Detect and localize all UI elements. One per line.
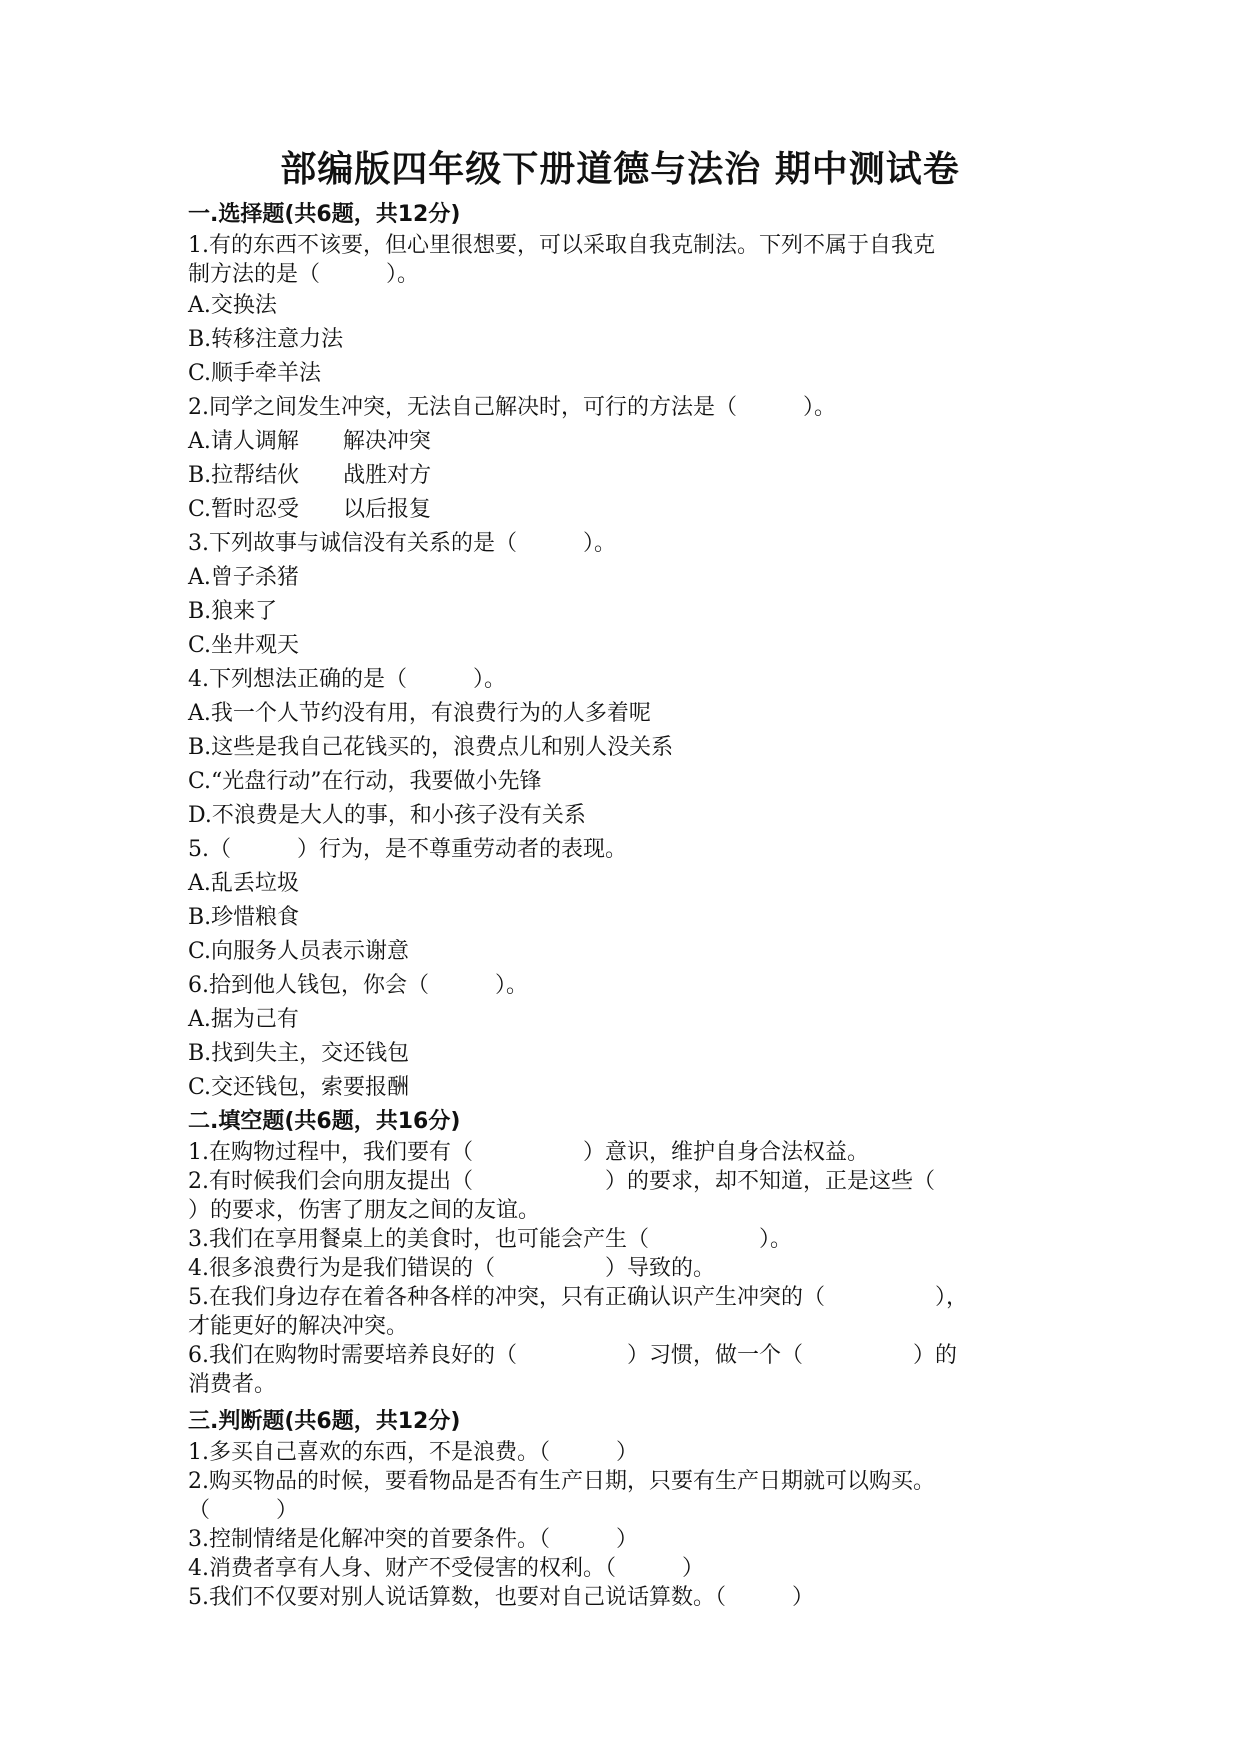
question-line: 1.在购物过程中，我们要有（ ）意识，维护自身合法权益。 — [188, 1140, 869, 1165]
option-line: D.不浪费是大人的事，和小孩子没有关系 — [188, 803, 586, 828]
question-line: 才能更好的解决冲突。 — [188, 1314, 409, 1339]
option-line: C.向服务人员表示谢意 — [188, 939, 410, 964]
section-true-false — [188, 1438, 1068, 1612]
section-heading-true-false: 三.判断题(共6题，共12分) — [188, 1409, 461, 1434]
option-line: C.顺手牵羊法 — [188, 361, 322, 386]
section-heading-fill-in-blank: 二.填空题(共6题，共16分) — [188, 1109, 461, 1134]
question-line: ）的要求，伤害了朋友之间的友谊。 — [188, 1198, 541, 1223]
question-line: 3.下列故事与诚信没有关系的是（ ）。 — [188, 531, 616, 556]
option-line: C.暂时忍受 以后报复 — [188, 497, 432, 522]
question-line: （ ） — [188, 1498, 299, 1523]
option-line: B.狼来了 — [188, 599, 278, 624]
option-line: B.这些是我自己花钱买的，浪费点儿和别人没关系 — [188, 735, 674, 760]
option-line: A.请人调解 解决冲突 — [188, 429, 431, 454]
question-line: 4.消费者享有人身、财产不受侵害的权利。（ ） — [188, 1556, 704, 1581]
question-line: 5.（ ）行为，是不尊重劳动者的表现。 — [188, 837, 627, 862]
option-line: B.珍惜粮食 — [188, 905, 300, 930]
section-heading-multiple-choice: 一.选择题(共6题，共12分) — [188, 202, 461, 227]
question-line: 5.在我们身边存在着各种各样的冲突，只有正确认识产生冲突的（ ）， — [188, 1285, 968, 1310]
page-title: 部编版四年级下册道德与法治 期中测试卷 — [280, 149, 960, 190]
option-line: A.据为己有 — [188, 1007, 299, 1032]
question-line: 3.控制情绪是化解冲突的首要条件。（ ） — [188, 1527, 638, 1552]
option-line: C.“光盘行动”在行动，我要做小先锋 — [188, 769, 542, 794]
question-line: 4.下列想法正确的是（ ）。 — [188, 667, 506, 692]
question-line: 6.拾到他人钱包，你会（ ）。 — [188, 973, 528, 998]
option-line: B.转移注意力法 — [188, 327, 344, 352]
question-line: 1.有的东西不该要，但心里很想要，可以采取自我克制法。下列不属于自我克 — [188, 233, 935, 258]
option-line: B.拉帮结伙 战胜对方 — [188, 463, 432, 488]
question-line: 6.我们在购物时需要培养良好的（ ）习惯，做一个（ ）的 — [188, 1343, 957, 1368]
question-line: 消费者。 — [188, 1372, 277, 1397]
question-line: 2.有时候我们会向朋友提出（ ）的要求，却不知道，正是这些（ — [188, 1169, 935, 1194]
option-line: C.交还钱包，索要报酬 — [188, 1075, 410, 1100]
option-line: B.找到失主，交还钱包 — [188, 1041, 410, 1066]
option-line: A.我一个人节约没有用，有浪费行为的人多着呢 — [188, 701, 651, 726]
section-fill-in-blank — [188, 1138, 1068, 1399]
option-line: A.乱丢垃圾 — [188, 871, 299, 896]
question-line: 2.同学之间发生冲突，无法自己解决时，可行的方法是（ ）。 — [188, 395, 836, 420]
option-line: A.曾子杀猪 — [188, 565, 299, 590]
option-line: C.坐井观天 — [188, 633, 300, 658]
section-multiple-choice — [188, 231, 1068, 1105]
question-line: 3.我们在享用餐桌上的美食时，也可能会产生（ ）。 — [188, 1227, 792, 1252]
exam-content — [188, 198, 1068, 1612]
question-line: 5.我们不仅要对别人说话算数，也要对自己说话算数。（ ） — [188, 1585, 814, 1610]
question-line: 2.购买物品的时候，要看物品是否有生产日期，只要有生产日期就可以购买。 — [188, 1469, 935, 1494]
option-line: A.交换法 — [188, 293, 277, 318]
question-line: 4.很多浪费行为是我们错误的（ ）导致的。 — [188, 1256, 715, 1281]
question-line: 制方法的是（ ）。 — [188, 262, 420, 287]
question-line: 1.多买自己喜欢的东西，不是浪费。（ ） — [188, 1440, 638, 1465]
